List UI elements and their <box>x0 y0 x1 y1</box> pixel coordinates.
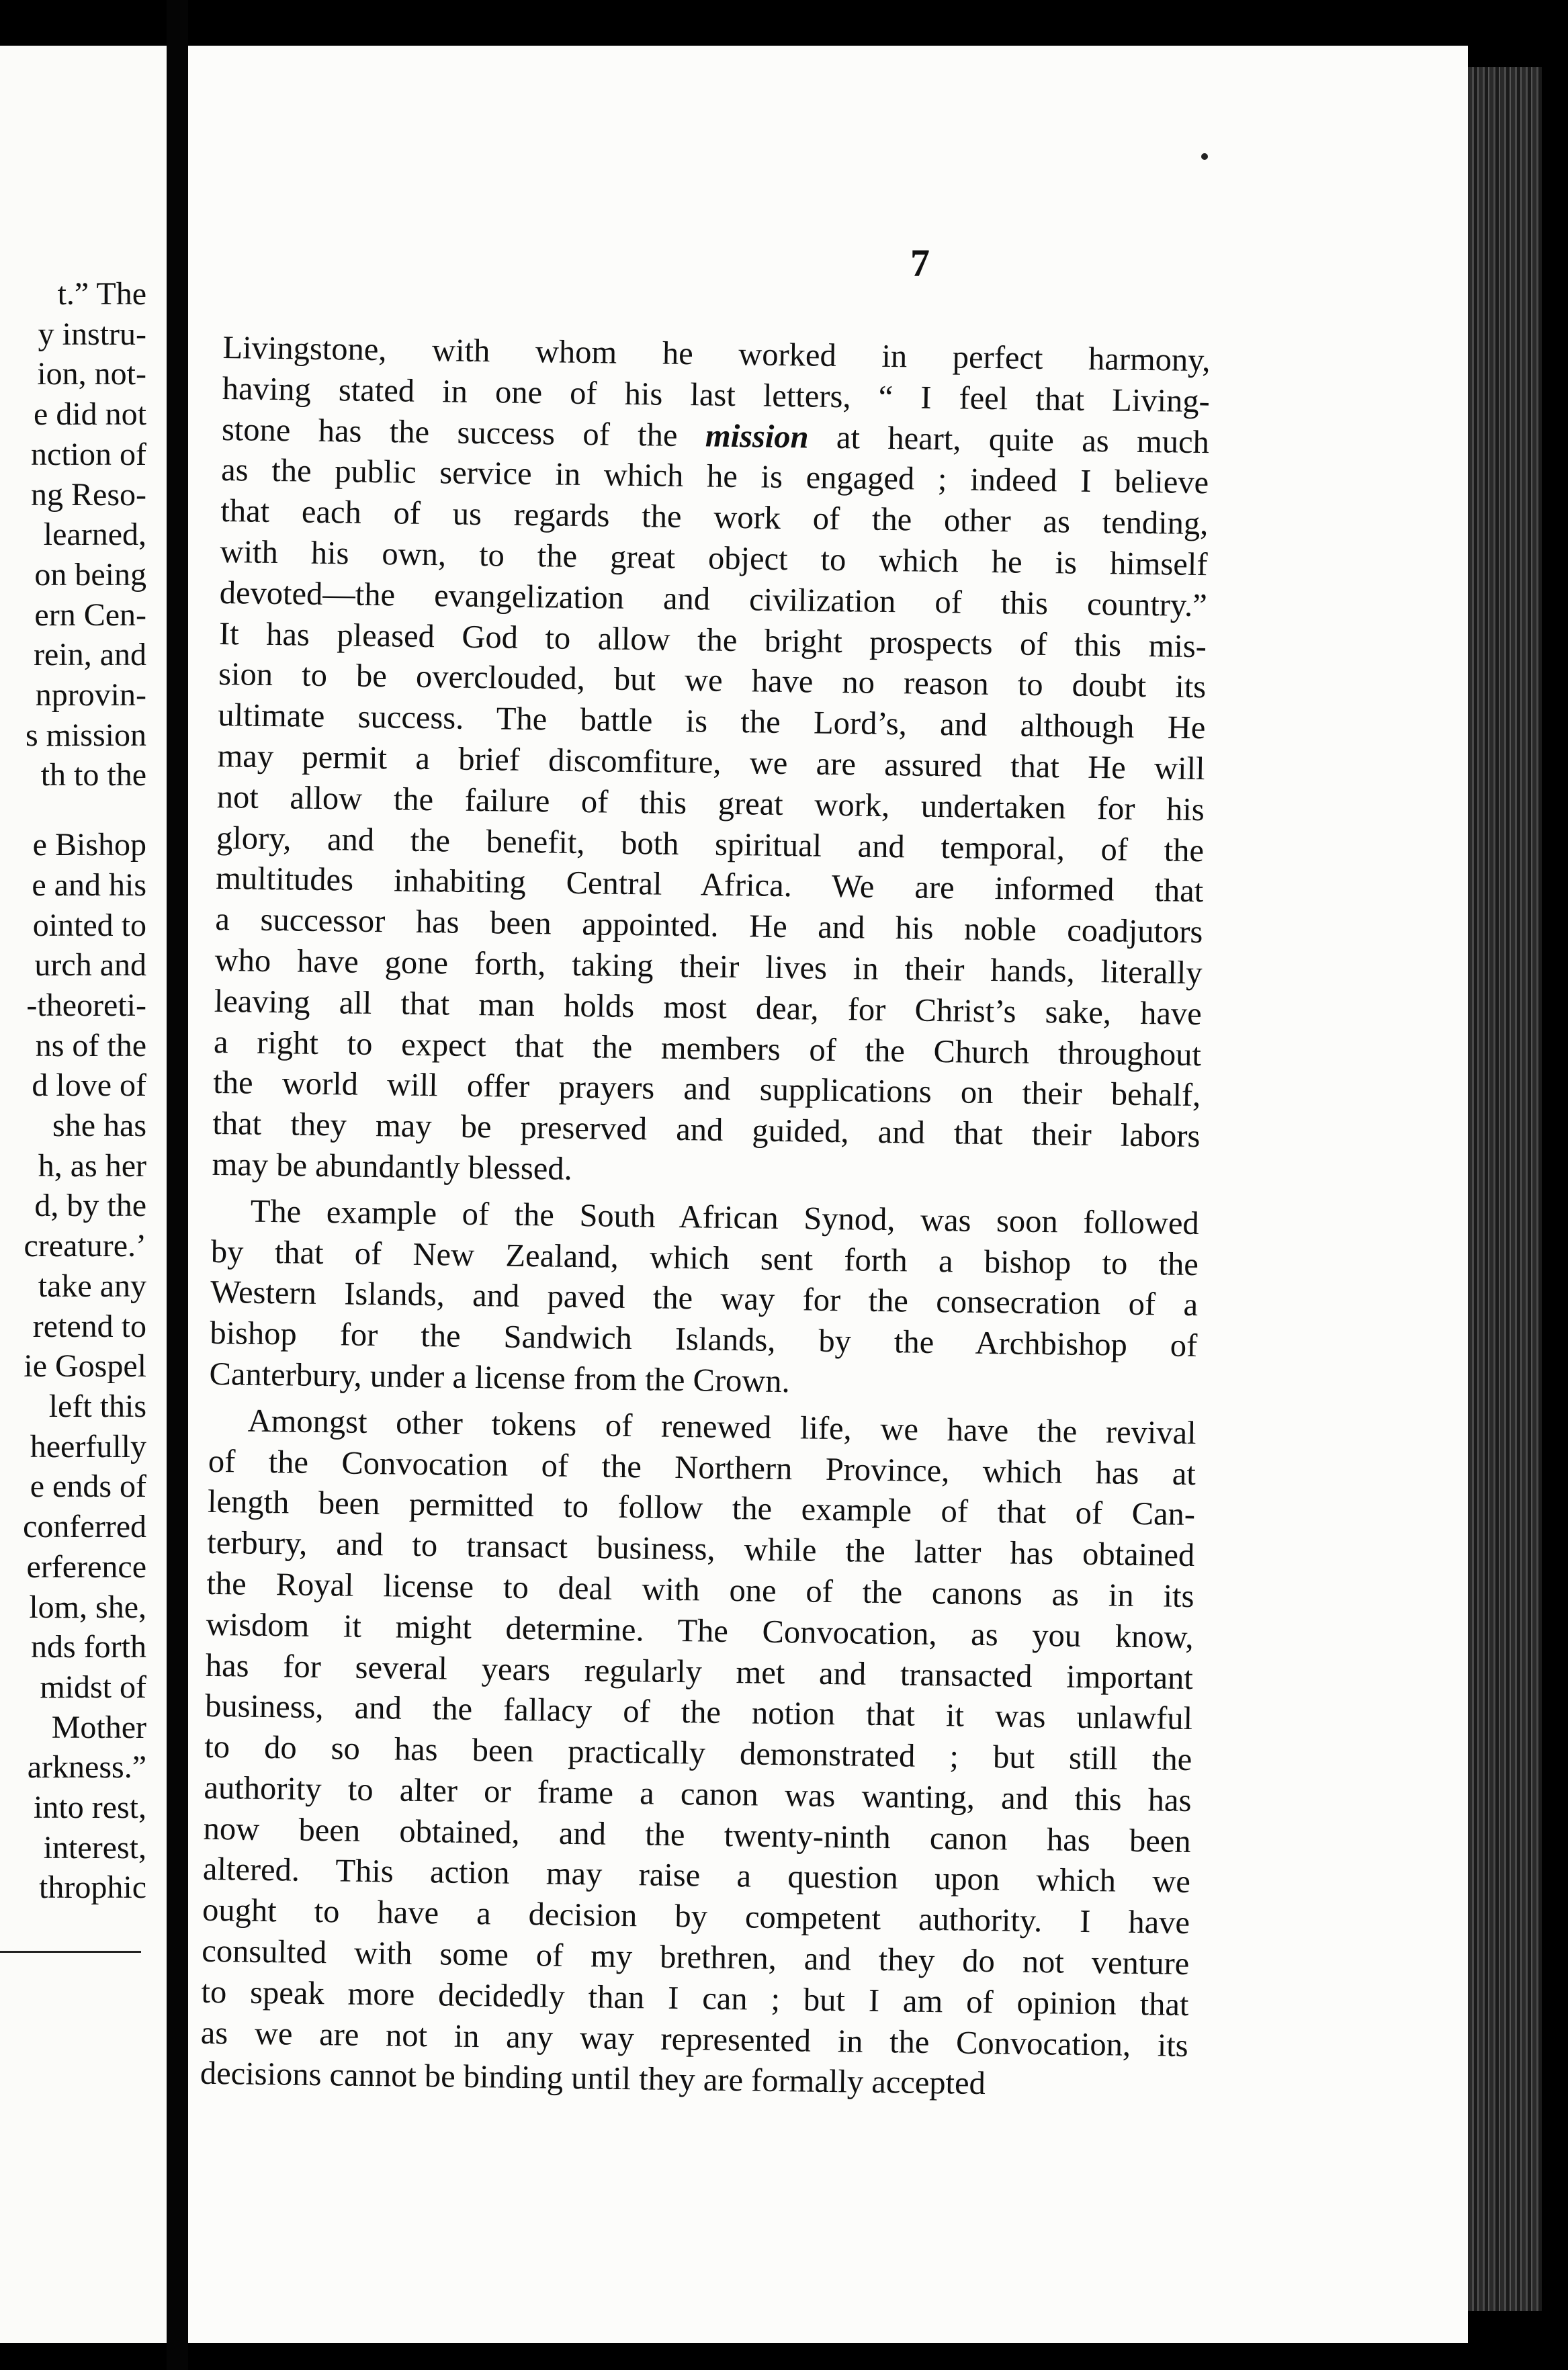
left-page-line: lom, she, <box>29 1589 146 1625</box>
text-line: authority to alter or frame a canon was wanting, and this has <box>204 1769 1192 1818</box>
book-gutter <box>167 0 188 2370</box>
page-block-edge <box>1468 67 1542 2311</box>
left-page-line: nprovin- <box>35 677 146 713</box>
left-page-line: she has <box>52 1108 146 1144</box>
page-number: 7 <box>910 241 930 285</box>
left-page-text-column <box>0 274 146 1908</box>
left-page-footnote-rule <box>0 1951 141 1953</box>
paragraph <box>209 1191 1199 1408</box>
left-page-line: ointed to <box>32 907 146 943</box>
text-line: the Royal license to deal with one of the canons as in its <box>206 1565 1194 1614</box>
text-line: bishop for the Sandwich Islands, by the Archbishop of <box>210 1315 1198 1364</box>
text-line: wisdom it might determine. The Convocation, as you know, <box>206 1606 1194 1655</box>
left-page-line: e did not <box>34 396 146 433</box>
text-line: decisions cannot be binding until they are formally accepted <box>200 2056 986 2102</box>
text-line: length been permitted to follow the example of that of Can- <box>207 1484 1196 1533</box>
left-page-line: nds forth <box>31 1629 146 1665</box>
left-page-line: Mother <box>51 1709 146 1745</box>
ink-speck <box>1201 153 1208 160</box>
text-line: may permit a brief discomfiture, we are assured that He will <box>217 738 1205 787</box>
text-line: Western Islands, and paved the way for the consecration of a <box>210 1274 1199 1323</box>
left-page-line: on being <box>34 556 146 592</box>
text-line: The example of the South African Synod, was soon followed <box>250 1193 1200 1241</box>
left-page-line: e and his <box>32 867 146 903</box>
text-line: terbury, and to transact business, while the latter has obtained <box>206 1524 1195 1574</box>
text-line: not allow the failure of this great work, undertaken for his <box>216 779 1205 828</box>
paragraph <box>200 1401 1196 2108</box>
left-page-line: ng Reso- <box>31 476 146 513</box>
text-line: altered. This action may raise a question upon which we <box>202 1851 1191 1900</box>
emphasized-word: mission <box>705 418 809 455</box>
right-page <box>188 46 1468 2343</box>
text-line: as we are not in any way represented in the Convocation, its <box>200 2015 1188 2064</box>
text-line: has for several years regularly met and transacted important <box>205 1647 1194 1696</box>
left-page-line: conferred <box>23 1509 146 1545</box>
text-line: Amongst other tokens of renewed life, we have the revival <box>247 1403 1196 1451</box>
left-page-line: midst of <box>40 1669 146 1705</box>
left-page-line: d, by the <box>34 1188 146 1224</box>
left-page-line: heerfully <box>30 1428 146 1464</box>
left-page-line: left this <box>48 1388 146 1424</box>
text-line: Livingstone, with whom he worked in perfect harmony, <box>222 329 1211 379</box>
left-page-line: ie Gospel <box>24 1348 146 1385</box>
text-line: of the Convocation of the Northern Province, which has at <box>208 1443 1196 1492</box>
left-page-line: nction of <box>31 436 146 472</box>
left-page-line: th to the <box>40 757 146 793</box>
text-line: with his own, to the great object to which he is himself <box>220 533 1208 583</box>
text-line: that they may be preserved and guided, and that their labors <box>212 1106 1201 1155</box>
left-page-line: t.” The <box>57 276 146 312</box>
left-page-line: take any <box>38 1268 146 1304</box>
text-line: ultimate success. The battle is the Lord’s, and although He <box>218 697 1206 746</box>
text-line: a right to expect that the members of the Church throughout <box>213 1024 1202 1073</box>
text-line: stone has the success of the mission at heart, quite as much <box>221 411 1210 460</box>
text-line: ought to have a decision by competent authority. I have <box>202 1892 1190 1941</box>
text-line: sion to be overclouded, but we have no reason to doubt its <box>218 656 1207 705</box>
text-line: to do so has been practically demonstrated ; but still the <box>204 1728 1192 1778</box>
text-line: that each of us regards the work of the other as tending, <box>220 493 1209 542</box>
text-line: as the public service in which he is engaged ; indeed I believe <box>220 452 1209 501</box>
left-page-line: learned, <box>43 517 146 553</box>
text-line: leaving all that man holds most dear, for Christ’s sake, have <box>214 983 1203 1032</box>
left-page-line: arkness.” <box>27 1749 146 1786</box>
text-line: glory, and the benefit, both spiritual and temporal, of the <box>216 820 1205 869</box>
left-page-line: ns of the <box>35 1027 146 1063</box>
text-line: who have gone forth, taking their lives in their hands, literally <box>214 942 1203 992</box>
paragraph <box>212 328 1211 1198</box>
left-page-line: interest, <box>43 1829 146 1866</box>
text-line: to speak more decidedly than I can ; but I am of opinion that <box>201 1974 1189 2023</box>
text-line: devoted—the evangelization and civilization of this country.” <box>219 574 1208 623</box>
left-page-line: ion, not- <box>37 356 146 392</box>
text-line: multitudes inhabiting Central Africa. We are informed that <box>215 861 1204 910</box>
text-line: Canterbury, under a license from the Crown. <box>209 1356 791 1400</box>
left-page-line: creature.’ <box>24 1228 146 1264</box>
left-facing-page <box>0 46 167 2343</box>
left-page-line: into rest, <box>34 1790 146 1826</box>
left-page-line: rein, and <box>34 637 146 673</box>
left-page-line: s mission <box>25 717 146 753</box>
text-line: business, and the fallacy of the notion that it was unlawful <box>204 1688 1193 1737</box>
text-line: It has pleased God to allow the bright prospects of this mis- <box>218 615 1207 664</box>
left-page-line: e ends of <box>30 1468 146 1505</box>
text-line: now been obtained, and the twenty-ninth canon has been <box>203 1810 1191 1859</box>
text-line: by that of New Zealand, which sent forth a bishop to the <box>210 1233 1199 1282</box>
text-line: the world will offer prayers and supplications on their behalf, <box>212 1065 1201 1114</box>
left-page-line: retend to <box>32 1308 146 1344</box>
left-page-line: d love of <box>32 1067 146 1104</box>
left-page-line: erference <box>26 1548 146 1585</box>
body-text <box>200 328 1211 2107</box>
left-page-line: e Bishop <box>32 827 146 863</box>
text-line: a successor has been appointed. He and his noble coadjutors <box>215 902 1203 951</box>
left-page-paragraph-gap <box>0 795 146 825</box>
text-line: having stated in one of his last letters, “ I feel that Living- <box>222 370 1211 420</box>
text-line: consulted with some of my brethren, and they do not venture <box>202 1933 1190 1982</box>
text-line: may be abundantly blessed. <box>212 1146 573 1187</box>
left-page-line: h, as her <box>38 1147 146 1184</box>
left-page-line: urch and <box>34 947 146 983</box>
left-page-line: throphic <box>39 1870 146 1906</box>
left-page-line: ern Cen- <box>34 597 146 633</box>
left-page-line: y instru- <box>38 316 146 352</box>
left-page-line: -theoreti- <box>26 987 146 1023</box>
